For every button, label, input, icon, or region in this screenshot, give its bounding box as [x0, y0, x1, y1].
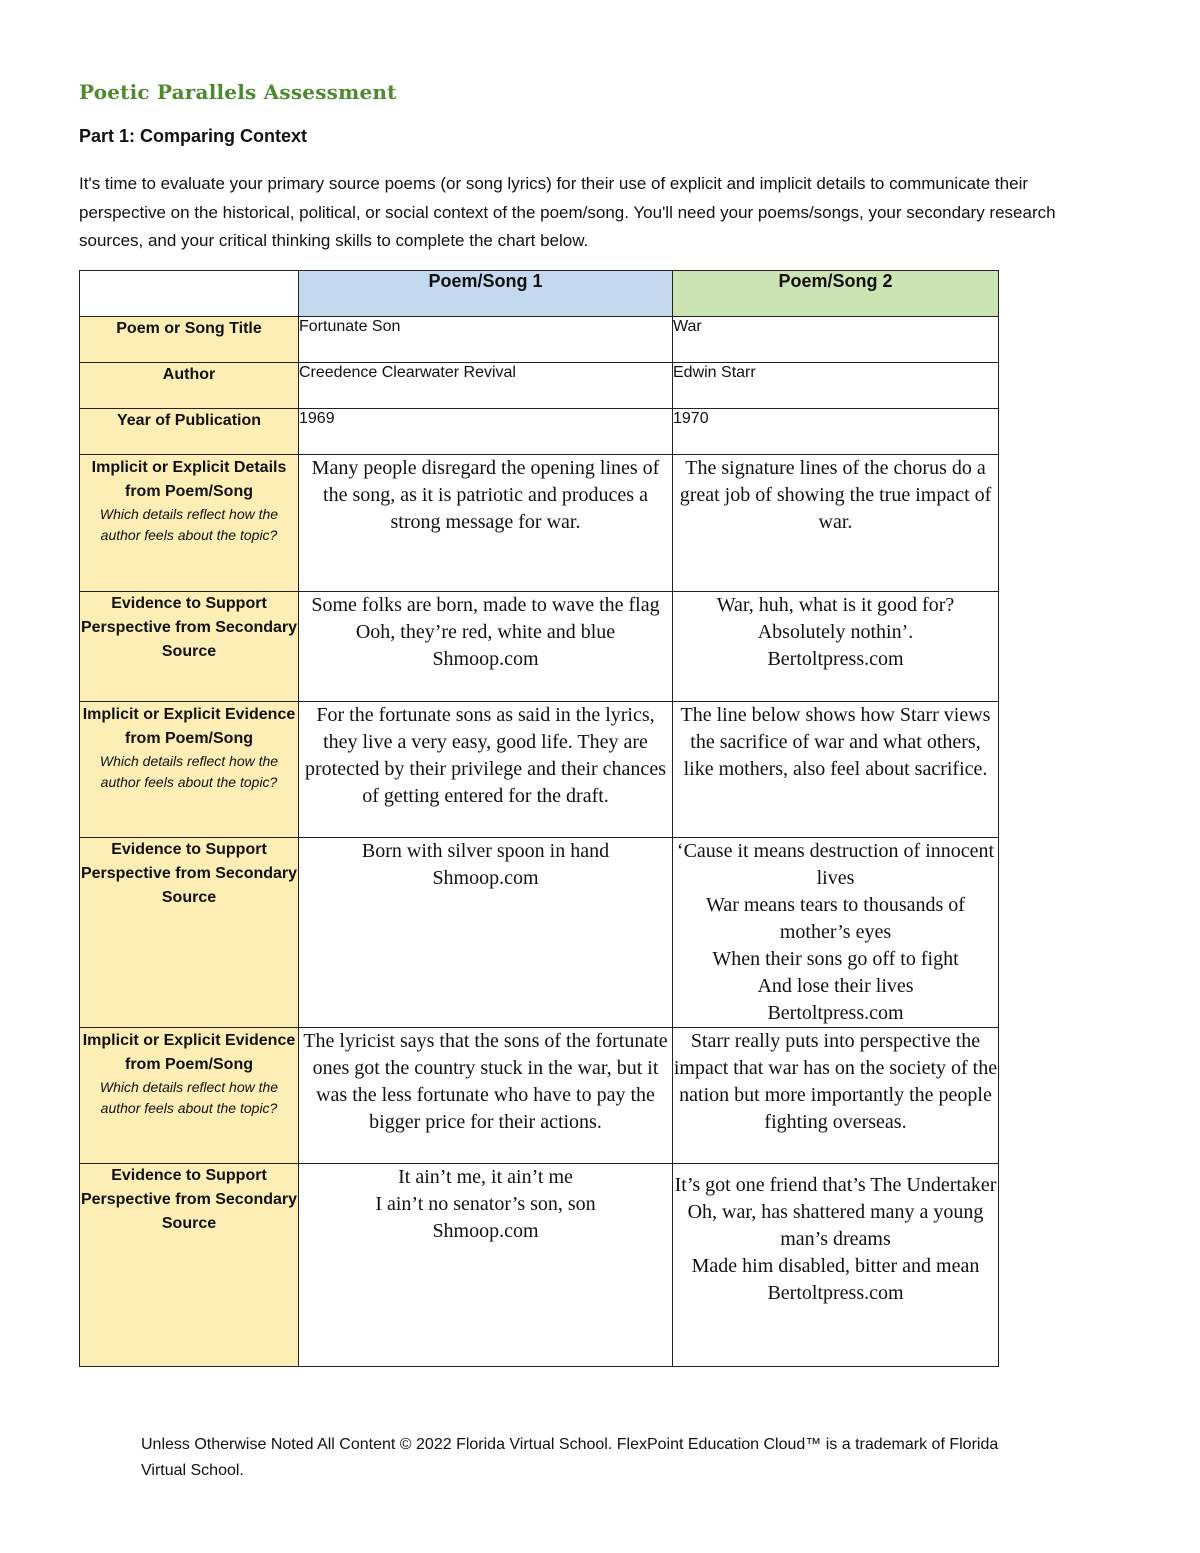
- row-label-author: Author: [80, 363, 299, 409]
- evidence-source: Shmoop.com: [432, 1220, 539, 1242]
- row-label-details-2: [80, 702, 299, 838]
- details-label-sub: Which details reflect how the author feels about the topic?: [99, 1079, 279, 1116]
- song1-evidence-3: [299, 1164, 673, 1367]
- evidence-line: And lose their lives: [757, 975, 914, 997]
- song1-year-cell: 1969: [299, 409, 673, 455]
- evidence-line: Oh, war, has shattered many a young man’s dreams: [687, 1201, 984, 1250]
- copyright-footer: Unless Otherwise Noted All Content © 2022 Florida Virtual School. FlexPoint Education Cloud™ is a trademark of Florida Virtual School.: [141, 1436, 999, 1479]
- evidence-line: War means tears to thousands of mother’s eyes: [706, 894, 965, 943]
- poem-song-2-header: Poem/Song 2: [673, 271, 999, 317]
- part-heading: Part 1: Comparing Context: [79, 126, 308, 146]
- details-label-main: Implicit or Explicit Evidence from Poem/Song: [82, 706, 296, 747]
- evidence-line: ‘Cause it means destruction of innocent lives: [676, 840, 995, 889]
- details-label-sub: Which details reflect how the author feels about the topic?: [99, 753, 279, 790]
- intro-paragraph: It's time to evaluate your primary source poems (or song lyrics) for their use of explicit and implicit details to communicate their perspective on the historical, political, or social context of the poem/song. You'll need your poems/songs, your secondary research sources, and your critical thinking skills to complete the chart below.: [79, 174, 1056, 250]
- song1-details-3: The lyricist says that the sons of the fortunate ones got the country stuck in the war, but it was the less fortunate who have to pay the bigger price for their actions.: [299, 1028, 673, 1164]
- evidence-row-2: [80, 838, 999, 1028]
- evidence-line: It’s got one friend that’s The Undertaker: [674, 1174, 997, 1196]
- song2-title-cell: War: [673, 317, 999, 363]
- evidence-row-1: [80, 592, 999, 702]
- details-label-main: Implicit or Explicit Details from Poem/Song: [91, 459, 287, 500]
- author-row: [80, 363, 999, 409]
- song2-evidence-2: [673, 838, 999, 1028]
- evidence-line: It ain’t me, it ain’t me: [398, 1166, 573, 1188]
- row-label-year: Year of Publication: [80, 409, 299, 455]
- song2-author-cell: Edwin Starr: [673, 363, 999, 409]
- evidence-line: Some folks are born, made to wave the flag: [311, 594, 660, 616]
- song2-year-cell: 1970: [673, 409, 999, 455]
- evidence-line: Absolutely nothin’.: [757, 621, 914, 643]
- corner-cell: [80, 271, 299, 317]
- song1-title-cell: Fortunate Son: [299, 317, 673, 363]
- evidence-line: When their sons go off to fight: [712, 948, 959, 970]
- song2-details-3: Starr really puts into perspective the impact that war has on the society of the nation but more importantly the people fighting overseas.: [673, 1028, 999, 1164]
- evidence-source: Shmoop.com: [432, 648, 539, 670]
- details-label-sub: Which details reflect how the author feels about the topic?: [99, 506, 279, 543]
- document-title: Poetic Parallels Assessment: [79, 80, 397, 104]
- details-row-1: [80, 455, 999, 592]
- evidence-row-3: [80, 1164, 999, 1367]
- header-row: [80, 271, 999, 317]
- song1-details-1: Many people disregard the opening lines of the song, as it is patriotic and produces a strong message for war.: [299, 455, 673, 592]
- evidence-source: Bertoltpress.com: [767, 648, 904, 670]
- row-label-details-1: [80, 455, 299, 592]
- row-label-evidence-1: Evidence to Support Perspective from Secondary Source: [80, 592, 299, 702]
- poem-song-1-header: Poem/Song 1: [299, 271, 673, 317]
- evidence-source: Shmoop.com: [432, 867, 539, 889]
- evidence-line: Born with silver spoon in hand: [361, 840, 610, 862]
- song2-details-2: The line below shows how Starr views the sacrifice of war and what others, like mothers, also feel about sacrifice.: [673, 702, 999, 838]
- details-row-2: [80, 702, 999, 838]
- evidence-line: War, huh, what is it good for?: [716, 594, 955, 616]
- title-row: [80, 317, 999, 363]
- evidence-source: Bertoltpress.com: [767, 1282, 904, 1304]
- evidence-source: Bertoltpress.com: [767, 1002, 904, 1024]
- song1-author-cell: Creedence Clearwater Revival: [299, 363, 673, 409]
- row-label-evidence-3: Evidence to Support Perspective from Secondary Source: [80, 1164, 299, 1367]
- song2-evidence-3: [673, 1164, 999, 1367]
- row-label-evidence-2: Evidence to Support Perspective from Secondary Source: [80, 838, 299, 1028]
- evidence-line: Made him disabled, bitter and mean: [691, 1255, 980, 1277]
- row-label-title: Poem or Song Title: [80, 317, 299, 363]
- song2-details-1: The signature lines of the chorus do a great job of showing the true impact of war.: [673, 455, 999, 592]
- song1-evidence-2: [299, 838, 673, 1028]
- comparison-chart: [79, 270, 999, 1367]
- song1-details-2: For the fortunate sons as said in the lyrics, they live a very easy, good life. They are protected by their privilege and their chances of getting entered for the draft.: [299, 702, 673, 838]
- details-label-main: Implicit or Explicit Evidence from Poem/Song: [82, 1032, 296, 1073]
- song1-evidence-1: [299, 592, 673, 702]
- details-row-3: [80, 1028, 999, 1164]
- evidence-line: Ooh, they’re red, white and blue: [355, 621, 616, 643]
- evidence-line: I ain’t no senator’s son, son: [375, 1193, 596, 1215]
- song2-evidence-1: [673, 592, 999, 702]
- year-row: [80, 409, 999, 455]
- row-label-details-3: [80, 1028, 299, 1164]
